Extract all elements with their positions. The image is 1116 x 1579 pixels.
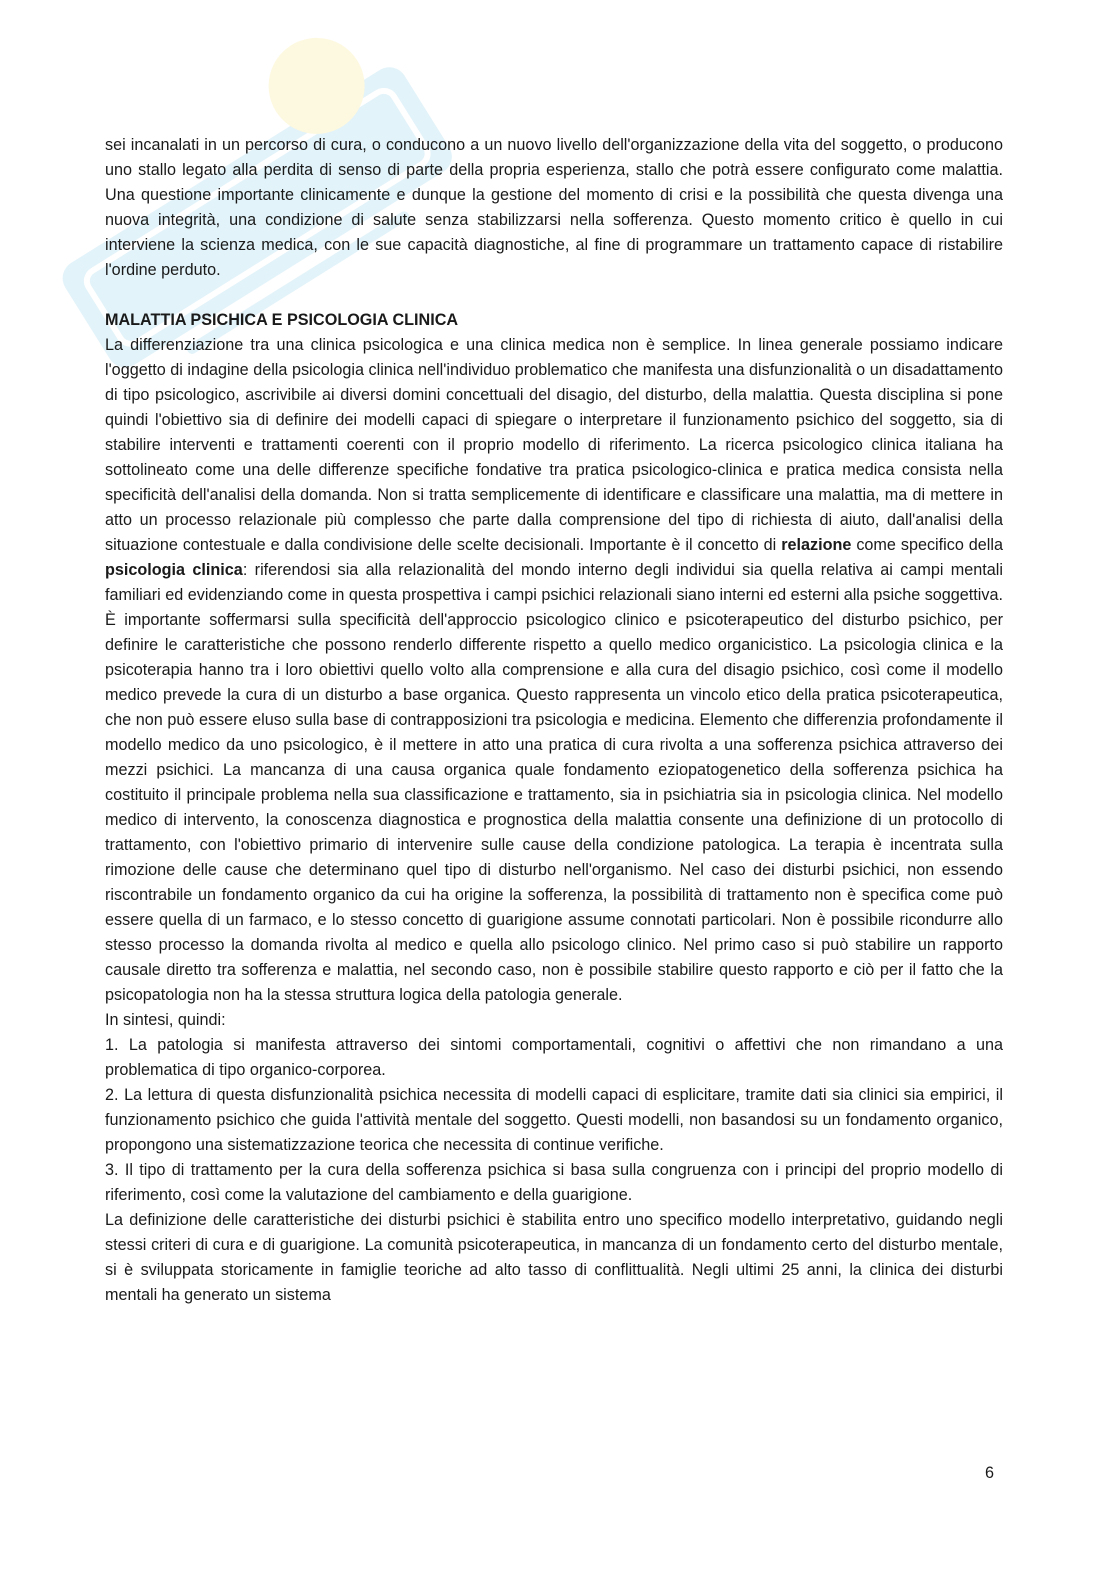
summary-intro: In sintesi, quindi: xyxy=(105,1011,226,1029)
paragraph-intro: sei incanalati in un percorso di cura, o conducono a un nuovo livello dell'organizzazione della vita del soggetto, o producono uno stallo legato alla perdita di senso di parte della propria esperienza, stallo che potrà essere configurato come malattia. Una questione importante clinicamente e dunque la gestione del momento di crisi e la possibilità che questa divenga una nuova integrità, una condizione di salute senza stabilizzarsi nella sofferenza. Questo momento critico è quello in cui interviene la scienza medica, con le sue capacità diagnostiche, al fine di programmare un trattamento capace di ristabilire l'ordine perduto. xyxy=(105,136,1003,279)
page-number: 6 xyxy=(985,1464,995,1482)
list-item: 2. La lettura di questa disfunzionalità psichica necessita di modelli capaci di esplicitare, tramite dati sia clinici sia empirici, il funzionamento psichico che guida l'attività mentale del soggetto. Questi modelli, non basandosi su un fondamento organico, propongono una sistematizzazione teorica che necessita di continue verifiche. xyxy=(105,1086,1003,1154)
paragraph-main-text-1: La differenziazione tra una clinica psicologica e una clinica medica non è semplice. In linea generale possiamo indicare l'oggetto di indagine della psicologia clinica nell'individuo problematico che manifesta una disfunzionalità o un disadattamento di tipo psicologico, ascrivibile ai diversi domini concettuali del disagio, del disturbo, della malattia. Questa disciplina si pone quindi l'obiettivo sia di definire dei modelli capaci di spiegare o interpretare il funzionamento psichico del soggetto, sia di stabilire interventi e trattamenti coerenti con il proprio modello di riferimento. La ricerca psicologico clinica italiana ha sottolineato come una delle differenze specifiche fondative tra pratica psicologico-clinica e pratica medica consista nella specificità dell'analisi della domanda. Non si tratta semplicemente di identificare e classificare una malattia, ma di mettere in atto un processo relazionale più complesso che parte dalla comprensione del tipo di richiesta di aiuto, dall'analisi della situazione contestuale e dalla condivisione delle scelte decisionali. Importante è il concetto di xyxy=(105,336,1003,554)
paragraph-spacer xyxy=(105,283,1003,308)
document-page xyxy=(105,133,1003,1308)
paragraph-main-text-2: come specifico della xyxy=(851,536,1003,554)
list-item: 3. Il tipo di trattamento per la cura della sofferenza psichica si basa sulla congruenza con i principi del proprio modello di riferimento, così come la valutazione del cambiamento e della guarigione. xyxy=(105,1161,1003,1204)
bold-term-relazione: relazione xyxy=(781,536,852,554)
list-item: 1. La patologia si manifesta attraverso dei sintomi comportamentali, cognitivi o affettivi che non rimandano a una problematica di tipo organico-corporea. xyxy=(105,1036,1003,1079)
bold-term-psicologia-clinica: psicologia clinica xyxy=(105,561,243,579)
section-heading: MALATTIA PSICHICA E PSICOLOGIA CLINICA xyxy=(105,311,459,329)
paragraph-closing: La definizione delle caratteristiche dei disturbi psichici è stabilita entro uno specifico modello interpretativo, guidando negli stessi criteri di cura e di guarigione. La comunità psicoterapeutica, in mancanza di un fondamento certo del disturbo mentale, si è sviluppata storicamente in famiglie teoriche ad alto tasso di conflittualità. Negli ultimi 25 anni, la clinica dei disturbi mentali ha generato un sistema xyxy=(105,1211,1003,1304)
paragraph-main xyxy=(105,333,1003,1008)
paragraph-main-text-3: : riferendosi sia alla relazionalità del mondo interno degli individui sia quella relativa ai campi mentali familiari ed evidenziando come in questa prospettiva i campi psichici relazionali siano interni ed esterni alla psiche soggettiva. È importante soffermarsi sulla specificità dell'approccio psicologico clinico e psicoterapeutico del disturbo psichico, per definire le caratteristiche che possono renderlo differente rispetto a quello medico organicistico. La psicologia clinica e la psicoterapia hanno tra i loro obiettivi quello volto alla comprensione e alla cura del disagio psichico, così come il modello medico prevede la cura di un disturbo a base organica. Questo rappresenta un vincolo etico della pratica psicoterapeutica, che non può essere eluso sulla base di contrapposizioni tra psicologia e medicina. Elemento che differenzia profondamente il modello medico da uno psicologico, è il mettere in atto una pratica di cura rivolta a una sofferenza psichica attraverso dei mezzi psichici. La mancanza di una causa organica quale fondamento eziopatogenetico della sofferenza psichica ha costituito il principale problema nella sua classificazione e trattamento, sia in psichiatria sia in psicologia clinica. Nel modello medico di intervento, la conoscenza diagnostica e prognostica della malattia consente una definizione di un protocollo di trattamento, con l'obiettivo primario di intervenire sulle cause della condizione patologica. La terapia è incentrata sulla rimozione delle cause che determinano quel tipo di disturbo nell'organismo. Nel caso dei disturbi psichici, non essendo riscontrabile un fondamento organico da cui ha origine la sofferenza, la possibilità di trattamento non è specifica come può essere quella di un farmaco, e lo stesso concetto di guarigione assume connotati particolari. Non è possibile ricondurre allo stesso processo la domanda rivolta al medico e quella allo psicologo clinico. Nel primo caso si può stabilire un rapporto causale diretto tra sofferenza e malattia, nel secondo caso, non è possibile stabilire questo rapporto e ciò per il fatto che la psicopatologia non ha la stessa struttura logica della patologia generale. xyxy=(105,561,1003,1004)
